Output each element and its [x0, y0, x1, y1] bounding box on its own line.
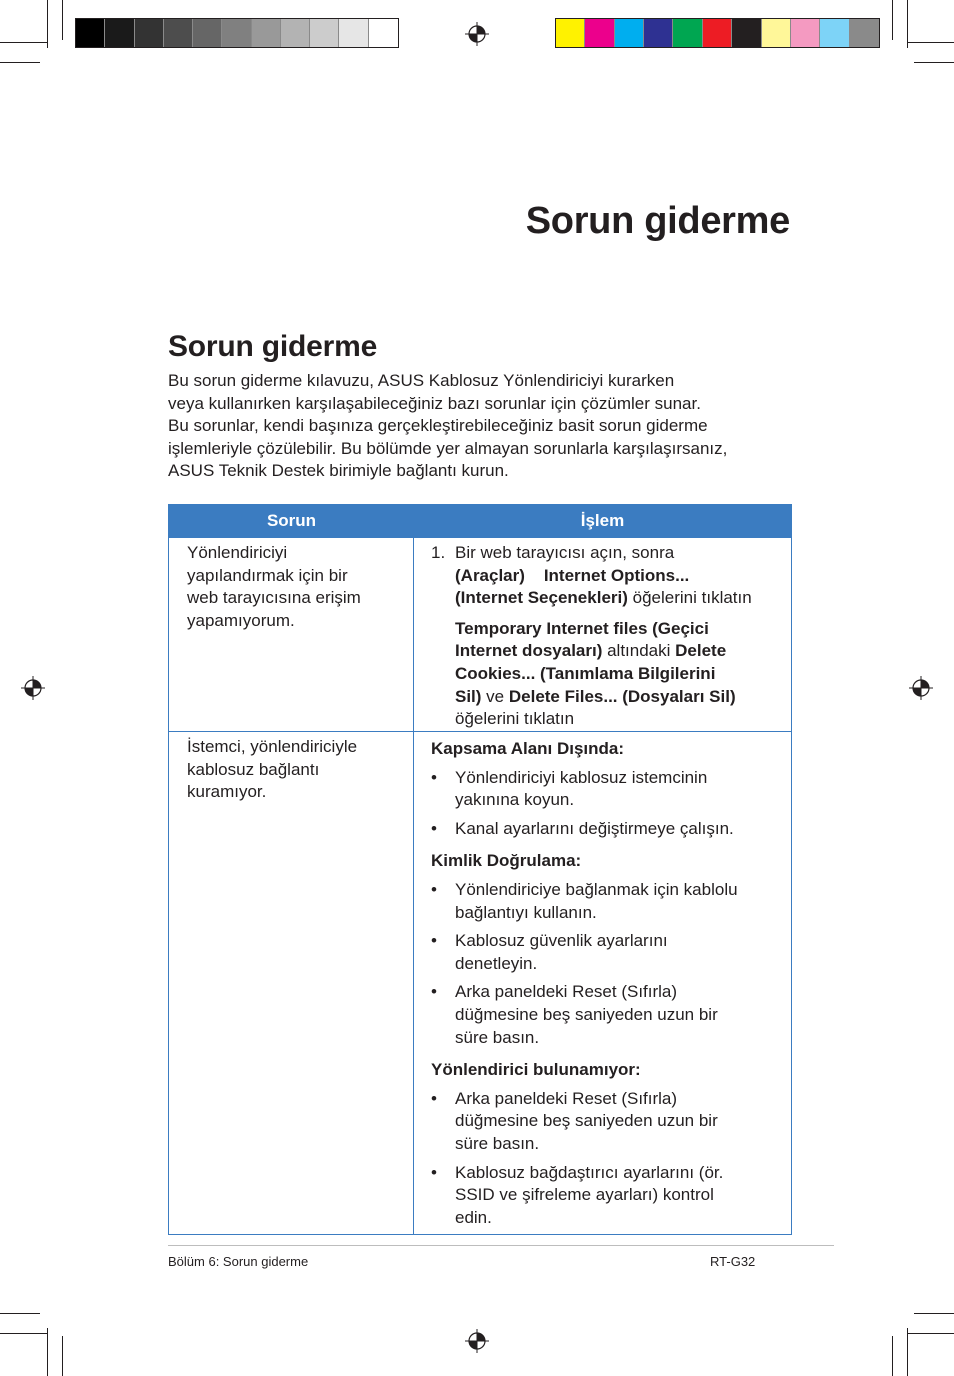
bullet-line: Yönlendiriciyi kablosuz istemcinin	[455, 767, 708, 787]
bullet-line: Kanal ayarlarını değiştirmeye çalışın.	[455, 818, 734, 838]
bullet-item	[431, 1162, 785, 1230]
step-paragraph	[431, 618, 785, 731]
step-bold: (Internet Seçenekleri)	[455, 588, 628, 608]
para-bold: Internet dosyaları)	[455, 641, 603, 661]
bullet-icon: •	[431, 931, 437, 951]
bullet-line: SSID ve şifreleme ayarları) kontrol	[455, 1185, 714, 1205]
bullet-line: Kablosuz bağdaştırıcı ayarlarını (ör.	[455, 1162, 724, 1182]
problem-cell	[169, 538, 414, 731]
bullet-line: bağlantıyı kullanın.	[455, 902, 597, 922]
step-bold: (Araçlar)	[455, 565, 525, 585]
bullet-item	[431, 767, 785, 812]
footer-chapter: Bölüm 6: Sorun giderme	[168, 1254, 309, 1269]
step-text: öğelerini tıklatın	[627, 588, 752, 608]
registration-mark-icon	[21, 676, 45, 700]
problem-line: web tarayıcısına erişim	[187, 588, 361, 608]
para-bold: Sil)	[455, 686, 482, 706]
color-swatch	[76, 19, 105, 47]
color-swatch	[703, 19, 732, 47]
color-swatch	[556, 19, 585, 47]
bullet-line: Arka paneldeki Reset (Sıfırla)	[455, 982, 678, 1002]
problem-line: yapamıyorum.	[187, 610, 295, 630]
step-text: Bir web tarayıcısı açın, sonra	[455, 543, 675, 562]
bullet-line: Yönlendiriciye bağlanmak için kablolu	[455, 879, 738, 899]
step-number: 1.	[431, 543, 446, 562]
registration-mark-icon	[465, 22, 489, 46]
action-group	[431, 1059, 785, 1229]
step-line	[431, 587, 785, 610]
bullet-line: düğmesine beş saniyeden uzun bir	[455, 1111, 718, 1131]
group-title: Yönlendirici bulunamıyor:	[431, 1060, 641, 1080]
color-swatch	[222, 19, 251, 47]
color-swatch	[369, 19, 398, 47]
bullet-line: süre basın.	[455, 1133, 540, 1153]
intro-line: ASUS Teknik Destek birimiyle bağlantı kurun.	[168, 461, 509, 481]
bullet-line: düğmesine beş saniyeden uzun bir	[455, 1004, 718, 1024]
bullet-icon: •	[431, 982, 437, 1002]
bullet-line: denetleyin.	[455, 953, 538, 973]
color-swatch	[732, 19, 761, 47]
action-group	[431, 850, 785, 1049]
para-bold: Delete	[675, 641, 727, 661]
table-header	[169, 505, 791, 537]
intro-paragraph	[168, 370, 798, 483]
numbered-step	[431, 542, 785, 565]
intro-line: Bu sorunlar, kendi başınıza gerçekleştirebileceğiniz basit sorun giderme	[168, 416, 708, 436]
color-swatch	[762, 19, 791, 47]
color-swatch	[339, 19, 368, 47]
bullet-line: edin.	[455, 1207, 492, 1227]
para-text: ve	[481, 686, 509, 706]
intro-line: işlemleriyle çözülebilir. Bu bölümde yer almayan sorunlarla karşılaşırsanız,	[168, 438, 728, 458]
para-text: öğelerini tıklatın	[455, 709, 575, 729]
bullet-icon: •	[431, 1162, 437, 1182]
bullet-icon: •	[431, 879, 437, 899]
troubleshooting-table	[168, 504, 792, 1235]
bullet-item	[431, 981, 785, 1049]
bullet-icon: •	[431, 818, 437, 838]
action-cell	[414, 538, 791, 731]
para-bold: Temporary Internet files (Geçici	[455, 618, 709, 638]
color-bar	[555, 18, 880, 48]
problem-line: kablosuz bağlantı	[187, 759, 320, 779]
bullet-item	[431, 879, 785, 924]
bullet-line: süre basın.	[455, 1027, 540, 1047]
color-swatch	[791, 19, 820, 47]
column-header-action: İşlem	[580, 511, 625, 530]
intro-line: veya kullanırken karşılaşabileceğiniz bazı sorunlar için çözümler sunar.	[168, 393, 701, 413]
problem-line: yapılandırmak için bir	[187, 565, 348, 585]
bullet-line: Kablosuz güvenlik ayarlarını	[455, 931, 668, 951]
group-title: Kimlik Doğrulama:	[431, 851, 582, 871]
step-bold: Internet Options...	[543, 565, 690, 585]
bullet-item	[431, 1088, 785, 1156]
bullet-line: yakınına koyun.	[455, 790, 575, 810]
color-swatch	[585, 19, 614, 47]
bullet-line: Arka paneldeki Reset (Sıfırla)	[455, 1088, 678, 1108]
color-swatch	[820, 19, 849, 47]
color-swatch	[615, 19, 644, 47]
action-cell	[414, 732, 791, 1234]
problem-line: Yönlendiriciyi	[187, 543, 288, 562]
action-group	[431, 738, 785, 840]
color-swatch	[164, 19, 193, 47]
group-title: Kapsama Alanı Dışında:	[431, 739, 625, 758]
registration-mark-icon	[465, 1329, 489, 1353]
bullet-icon: •	[431, 1088, 437, 1108]
registration-mark-icon	[909, 676, 933, 700]
chapter-title: Sorun giderme	[525, 200, 790, 242]
column-header-problem: Sorun	[266, 511, 317, 530]
problem-line: kuramıyor.	[187, 782, 267, 802]
bullet-item	[431, 930, 785, 975]
footer-model: RT-G32	[710, 1254, 756, 1269]
color-swatch	[193, 19, 222, 47]
problem-cell	[169, 732, 414, 1234]
problem-line: İstemci, yönlendiriciyle	[187, 737, 358, 756]
color-swatch	[673, 19, 702, 47]
color-swatch	[252, 19, 281, 47]
table-row	[169, 537, 791, 731]
bullet-icon: •	[431, 767, 437, 787]
para-text: altındaki	[602, 641, 676, 661]
color-swatch	[105, 19, 134, 47]
color-swatch	[644, 19, 673, 47]
color-swatch	[281, 19, 310, 47]
footer-divider	[168, 1245, 834, 1246]
color-swatch	[310, 19, 339, 47]
intro-line: Bu sorun giderme kılavuzu, ASUS Kablosuz Yönlendiriciyi kurarken	[168, 371, 675, 390]
table-row	[169, 731, 791, 1234]
bullet-item	[431, 818, 785, 841]
step-line	[431, 565, 785, 588]
color-swatch	[135, 19, 164, 47]
section-heading: Sorun giderme	[168, 330, 378, 363]
para-bold: Cookies... (Tanımlama Bilgilerini	[455, 663, 716, 683]
color-swatch	[850, 19, 879, 47]
para-bold: Delete Files... (Dosyaları Sil)	[508, 686, 736, 706]
grayscale-bar	[75, 18, 399, 48]
